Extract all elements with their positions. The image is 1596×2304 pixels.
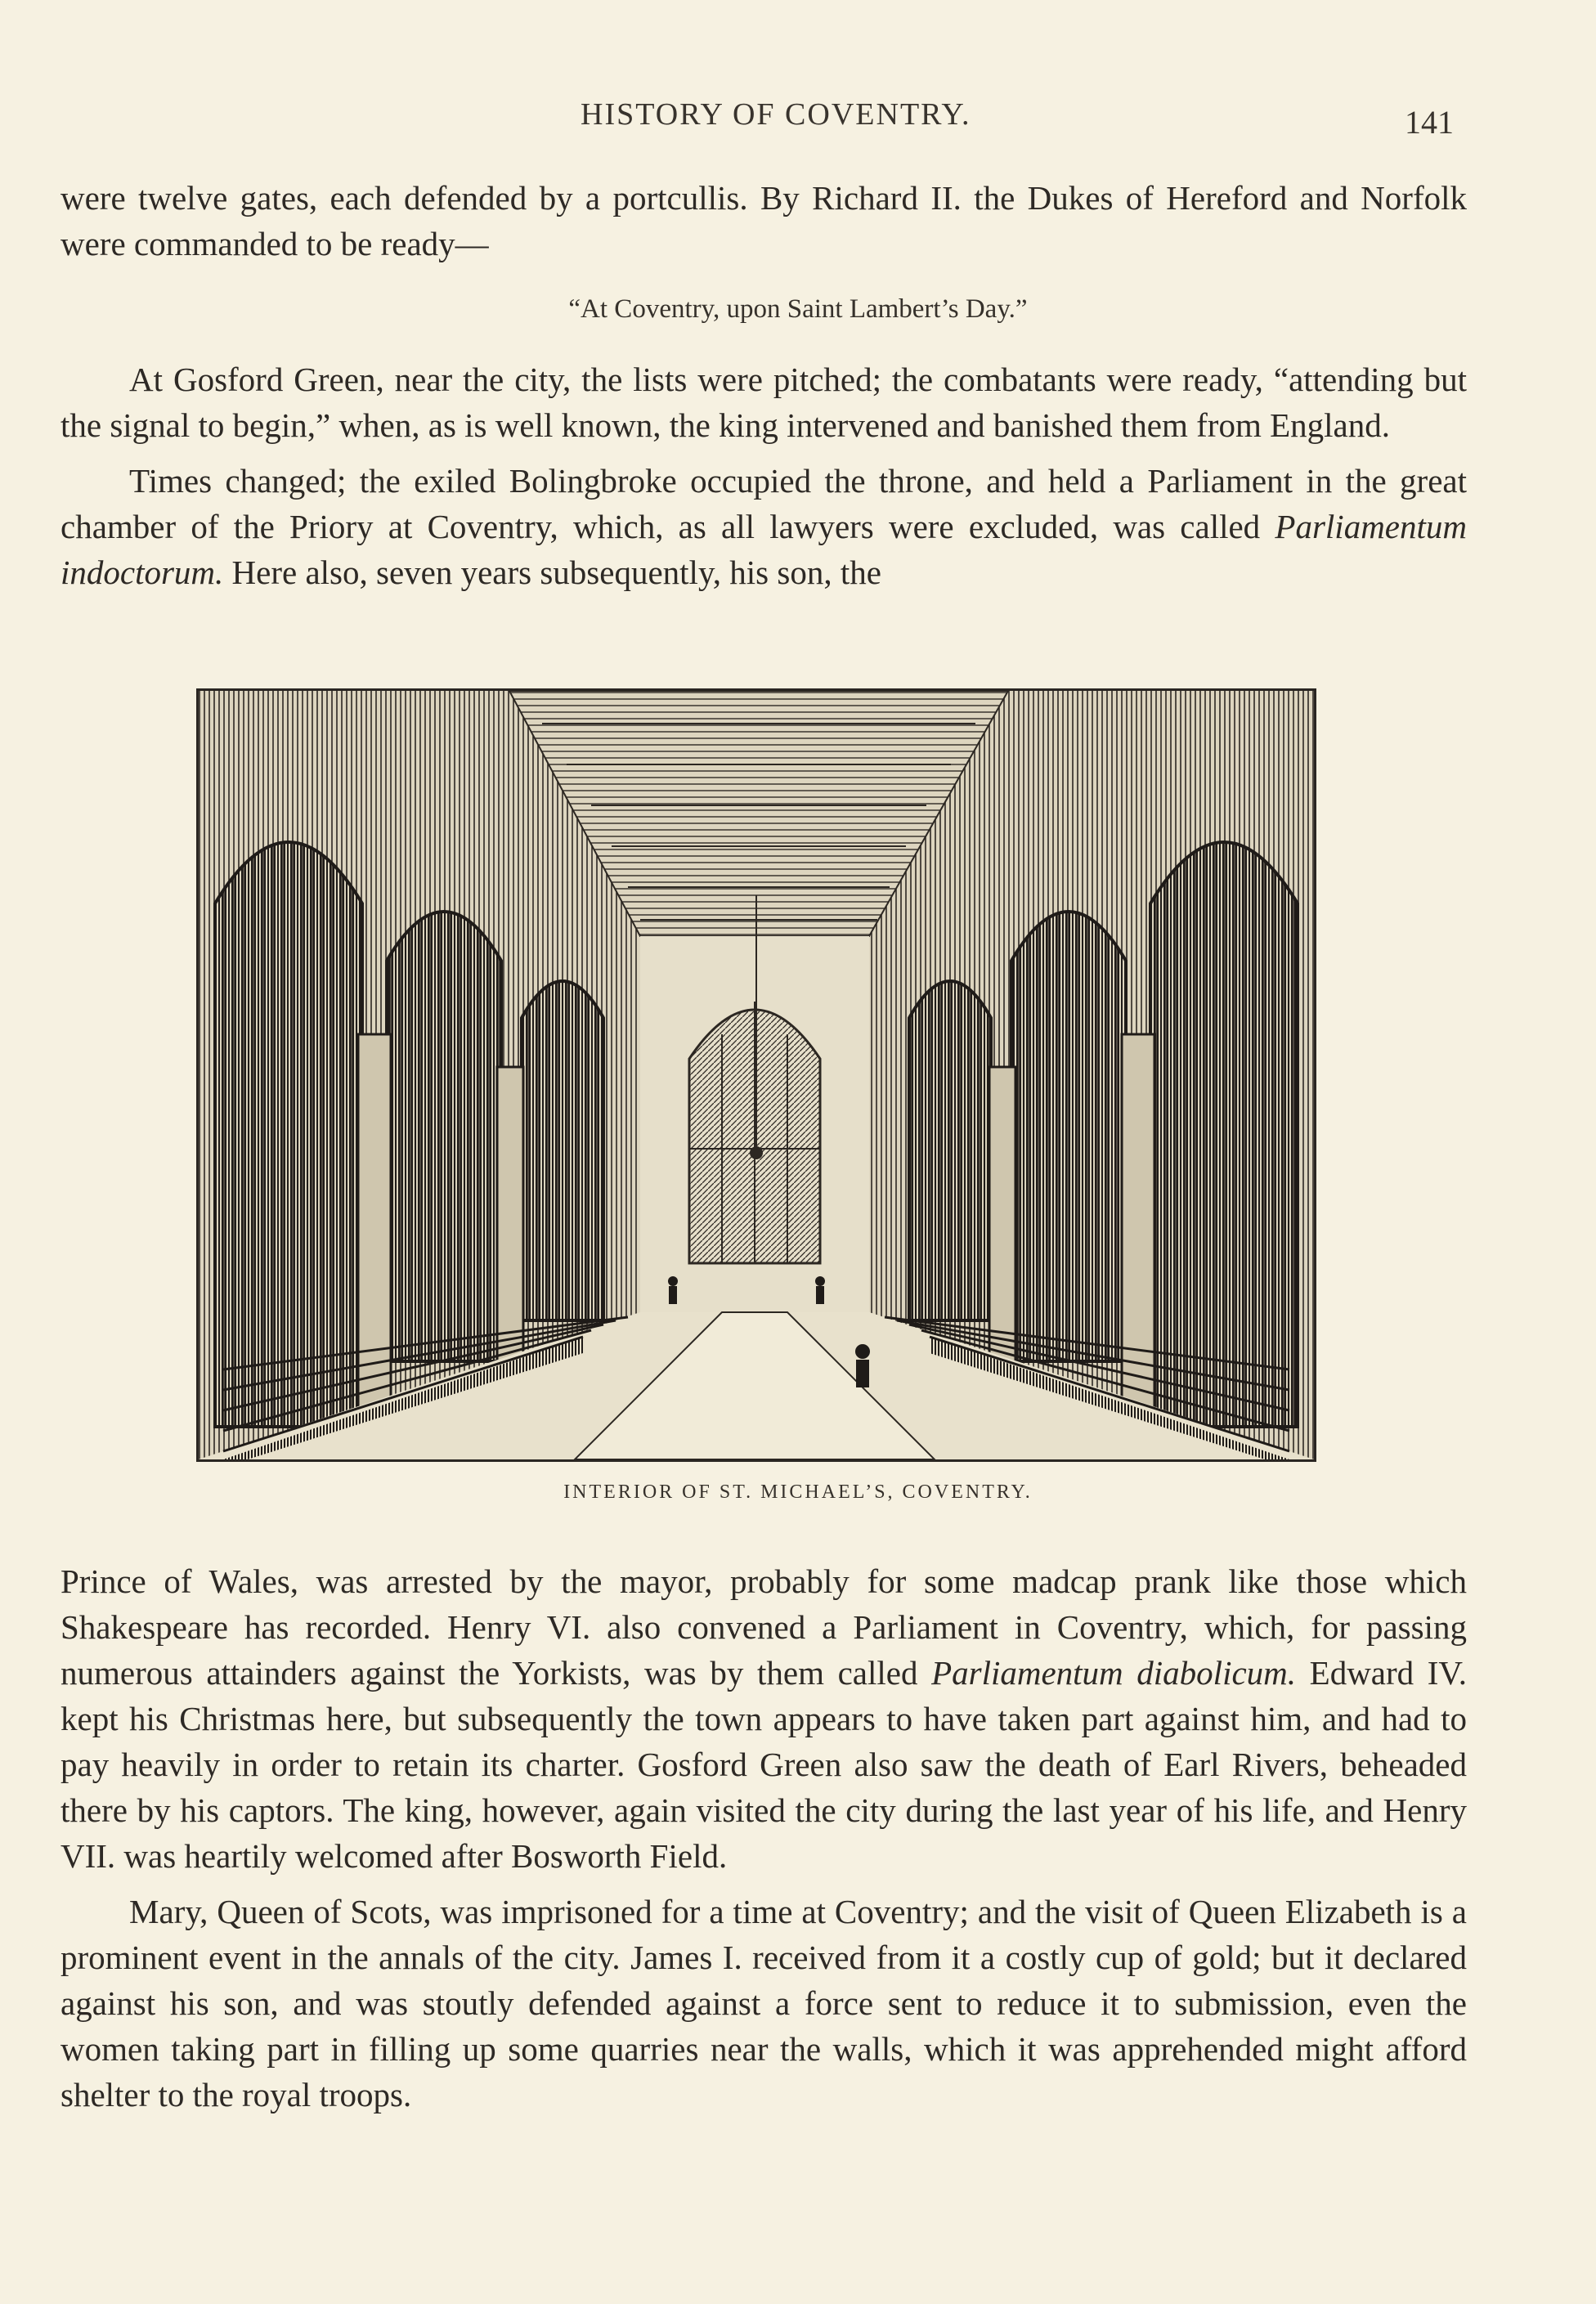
paragraph-5: Mary, Queen of Scots, was imprisoned for a time at Coventry; and the visit of Queen Elizabeth is a prominent event in the annals of the city. James I. received from it a costly cup of gold; but it declared against his son, and was stoutly defended against a force sent to reduce it to submission, even the women taking part in filling up some quarries near the walls, which it was apprehended might afford shelter to the royal troops. — [61, 1893, 1467, 2113]
verse-quote: “At Coventry, upon Saint Lambert’s Day.” — [568, 294, 1028, 324]
page-number: 141 — [1405, 104, 1454, 141]
running-head — [0, 96, 1596, 146]
figure-caption: INTERIOR OF ST. MICHAEL’S, COVENTRY. — [563, 1481, 1033, 1503]
figure-in-aisle — [855, 1344, 870, 1387]
paragraph-4-italic: Parliamentum diabolicum. — [931, 1654, 1297, 1692]
text-block-bottom — [61, 1558, 1467, 2118]
hanging-lamp — [750, 1146, 763, 1159]
paragraph-1: were twelve gates, each defended by a portcullis. By Richard II. the Dukes of Hereford and Norfolk were commanded to be ready— — [61, 179, 1467, 262]
paragraph-3-text-a: Times changed; the exiled Bolingbroke occupied the throne, and held a Parliament in the great chamber of the Priory at Coventry, which, as all lawyers were excluded, was called — [61, 462, 1467, 545]
text-block-middle — [61, 356, 1467, 595]
paragraph-3 — [61, 458, 1467, 595]
engraving-svg — [199, 691, 1314, 1459]
paragraph-3-text-b: Here also, seven years subsequently, his son, the — [223, 554, 881, 591]
paragraph-3-italic: Parliamentum indoctorum. — [61, 508, 1467, 591]
text-block-top — [61, 175, 1467, 267]
paragraph-4 — [61, 1558, 1467, 1879]
paragraph-4-text-b: Edward IV. kept his Christmas here, but subsequently the town appears to have taken part against him, and had to pay heavily in order to retain its charter. Gosford Green also saw the death of Earl Rivers, beheaded there by his captors. The king, however, again visited the city during the last year of his life, and Henry VII. was heartily welcomed after Bosworth Field. — [61, 1654, 1468, 1875]
church-interior-engraving — [196, 688, 1316, 1462]
running-title: HISTORY OF COVENTRY. — [581, 97, 971, 132]
paragraph-4-text-a: Prince of Wales, was arrested by the mayor, probably for some madcap prank like those which Shakespeare has recorded. Henry VI. also convened a Parliament in Coventry, which, for passing numerous attainders against the Yorkists, was by them called — [61, 1562, 1467, 1692]
paragraph-2: At Gosford Green, near the city, the lists were pitched; the combatants were ready, “attending but the signal to begin,” when, as is well known, the king intervened and banished them from England. — [61, 361, 1467, 444]
